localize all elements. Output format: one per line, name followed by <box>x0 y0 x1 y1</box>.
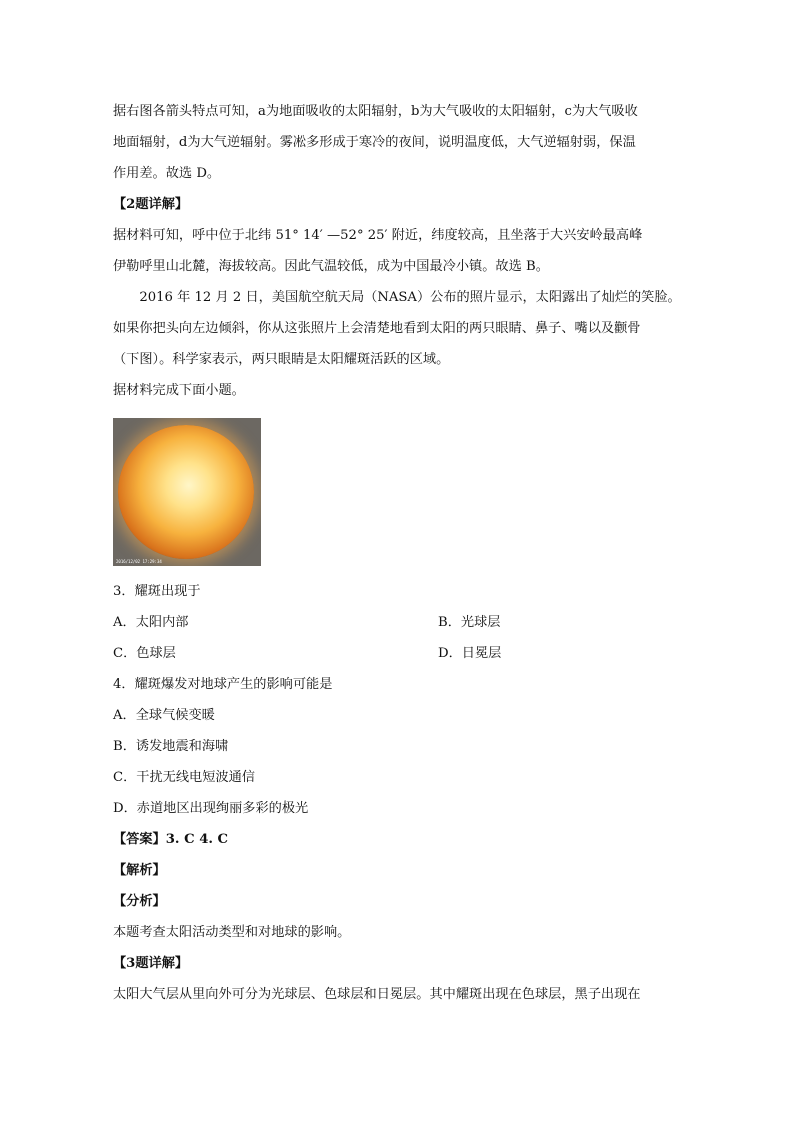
option-b: B．光球层 <box>438 615 501 630</box>
option-a: A．全球气候变暖 <box>113 708 215 723</box>
section-heading: 【解析】 <box>113 863 166 878</box>
option-a: A．太阳内部 <box>113 615 189 630</box>
document-page <box>113 96 683 1010</box>
text-line: 据右图各箭头特点可知，a为地面吸收的太阳辐射，b为大气吸收的太阳辐射，c为大气吸收 <box>113 104 638 119</box>
question-stem: 4．耀斑爆发对地球产生的影响可能是 <box>113 677 333 692</box>
answer-line: 【答案】3. C 4. C <box>113 832 229 847</box>
option-b: B．诱发地震和海啸 <box>113 739 229 754</box>
photo-timestamp: 2016/12/02 17:29:34 <box>116 559 162 564</box>
sun-disk <box>118 425 254 559</box>
option-c: C．干扰无线电短波通信 <box>113 770 255 785</box>
option-row <box>113 638 683 669</box>
text-line: 太阳大气层从里向外可分为光球层、色球层和日冕层。其中耀斑出现在色球层，黑子出现在 <box>113 987 641 1002</box>
option-row <box>113 607 683 638</box>
text-line: 地面辐射，d为大气逆辐射。雾凇多形成于寒冷的夜间，说明温度低，大气逆辐射弱，保温 <box>113 135 636 150</box>
text-line: 据材料完成下面小题。 <box>113 383 245 398</box>
sun-photo <box>113 418 261 566</box>
text-line: 作用差。故选 D。 <box>113 166 221 181</box>
text-line: 伊勒呼里山北麓，海拔较高。因此气温较低，成为中国最冷小镇。故选 B。 <box>113 259 549 274</box>
text-line: 2016 年 12 月 2 日，美国航空航天局（NASA）公布的照片显示，太阳露出了灿烂的笑脸。 <box>139 290 681 305</box>
question-stem: 3．耀斑出现于 <box>113 584 201 599</box>
section-heading: 【分析】 <box>113 894 166 909</box>
text-line: 本题考查太阳活动类型和对地球的影响。 <box>113 925 351 940</box>
section-heading: 【3题详解】 <box>113 956 189 971</box>
text-line: （下图）。科学家表示，两只眼睛是太阳耀斑活跃的区域。 <box>113 352 450 367</box>
text-line: 如果你把头向左边倾斜，你从这张照片上会清楚地看到太阳的两只眼睛、鼻子、嘴以及颧骨 <box>113 321 641 336</box>
option-c: C．色球层 <box>113 646 176 661</box>
option-d: D．赤道地区出现绚丽多彩的极光 <box>113 801 309 816</box>
option-d: D．日冕层 <box>438 646 502 661</box>
section-heading: 【2题详解】 <box>113 197 189 212</box>
text-line: 据材料可知，呼中位于北纬 51° 14′ —52° 25′ 附近，纬度较高，且坐落于大兴安岭最高峰 <box>113 228 643 243</box>
